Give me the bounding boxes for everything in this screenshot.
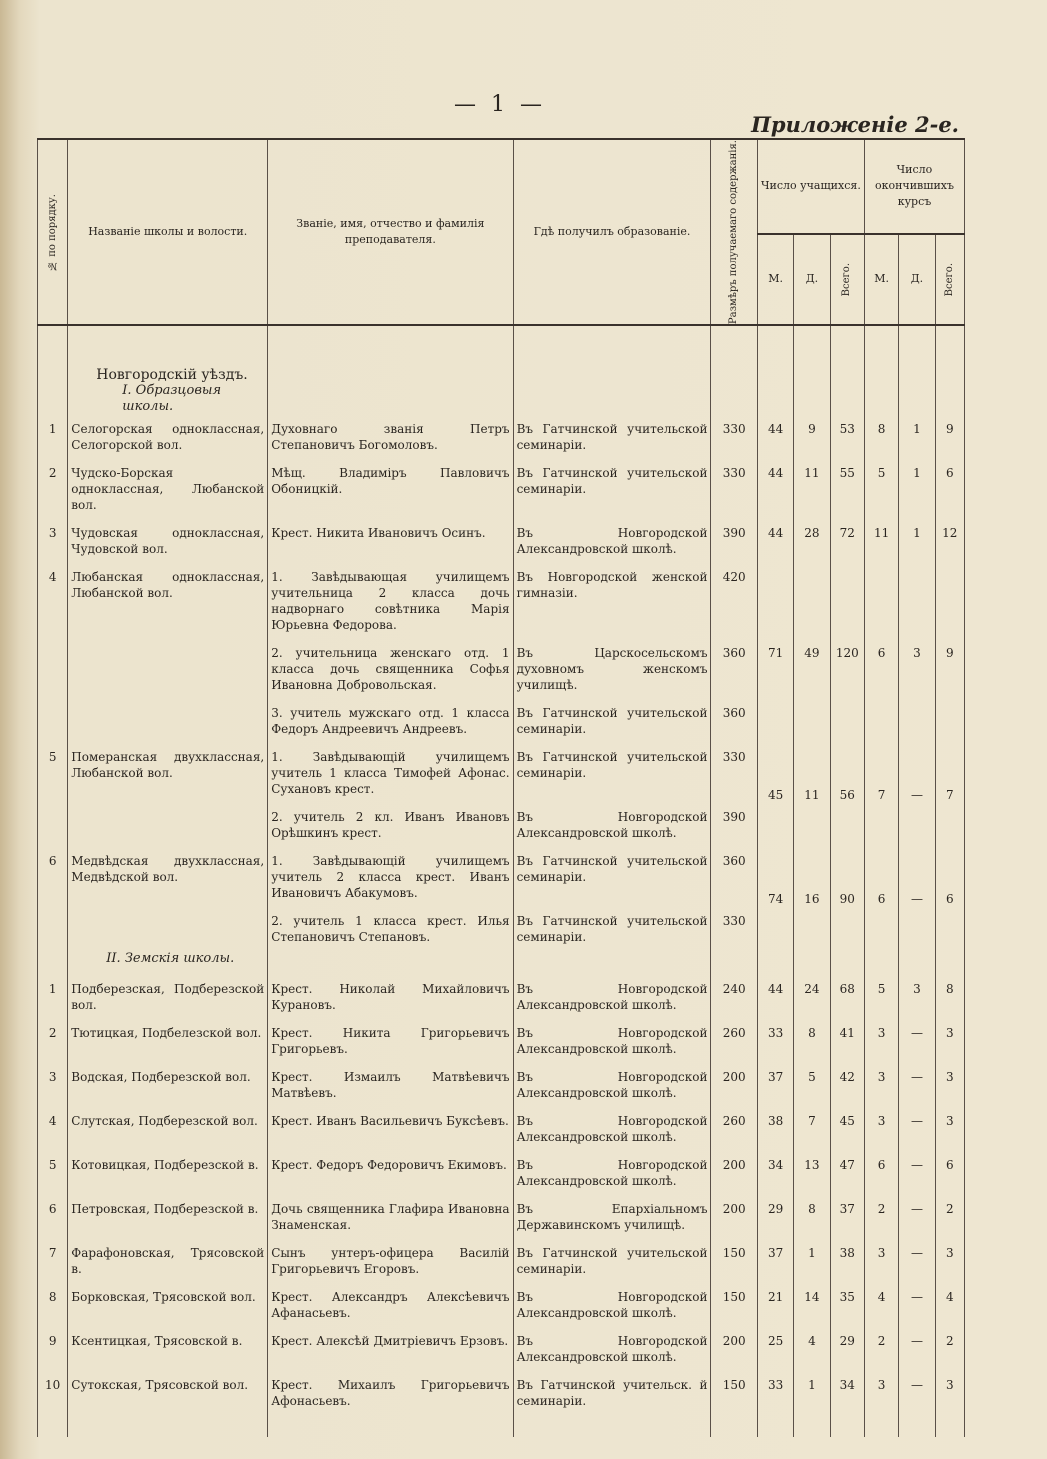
count-gm: 7 — [864, 743, 898, 847]
count-sd: 9 — [794, 415, 830, 459]
table-row — [38, 1151, 965, 1195]
school-name: Ксентицкая, Трясовской в. — [68, 1327, 268, 1371]
count-sd: 28 — [794, 519, 830, 563]
teacher-name: Сынъ унтеръ-офицера Василій Григорьевичъ Егоровъ. — [268, 1239, 513, 1283]
salary-value: 150 — [711, 1239, 757, 1283]
header-school: Названіе школы и волости. — [68, 139, 268, 325]
count-sd: 11 — [794, 459, 830, 519]
school-name: Померанская двухклассная, Любанской вол. — [68, 743, 268, 847]
education-place: Въ Новгородской Александровской школѣ. — [513, 1151, 711, 1195]
row-number: 6 — [38, 1195, 68, 1239]
count-st: 72 — [830, 519, 864, 563]
education-place: Въ Гатчинской учительской семинаріи. — [513, 415, 711, 459]
count-st: 53 — [830, 415, 864, 459]
table-row — [38, 563, 965, 639]
count-sm: 71 — [757, 563, 793, 743]
count-gt: 2 — [935, 1195, 964, 1239]
salary-value: 200 — [711, 1151, 757, 1195]
school-name: Борковская, Трясовской вол. — [68, 1283, 268, 1327]
teacher-name: Крест. Никита Ивановичъ Осинъ. — [268, 519, 513, 563]
school-name: Котовицкая, Подберезской в. — [68, 1151, 268, 1195]
salary-value: 150 — [711, 1283, 757, 1327]
count-gt: 6 — [935, 459, 964, 519]
school-name: Селогорская одноклассная, Селогорской вол. — [68, 415, 268, 459]
header-students-total: Всего. — [830, 234, 864, 325]
count-sm: 33 — [757, 1371, 793, 1415]
row-number: 7 — [38, 1239, 68, 1283]
header-graduates: Число окончившихъ курсъ — [864, 139, 964, 234]
teacher-name: Дочь священника Глафира Ивановна Знаменская. — [268, 1195, 513, 1239]
count-sm: 45 — [757, 743, 793, 847]
count-sd: 1 — [794, 1371, 830, 1415]
count-sd: 14 — [794, 1283, 830, 1327]
count-sm: 21 — [757, 1283, 793, 1327]
table-row — [38, 459, 965, 519]
count-gd: — — [899, 1063, 935, 1107]
school-name: Сутокская, Трясовской вол. — [68, 1371, 268, 1415]
row-number: 2 — [38, 459, 68, 519]
count-gm: 3 — [864, 1239, 898, 1283]
teacher-name: 2. учитель 1 класса крест. Илья Степановичъ Степановъ. — [268, 907, 513, 951]
count-gt: 3 — [935, 1019, 964, 1063]
count-sd: 24 — [794, 975, 830, 1019]
salary-value: 200 — [711, 1063, 757, 1107]
education-place: Въ Гатчинской учительской семинаріи. — [513, 743, 711, 803]
table-row — [38, 1327, 965, 1371]
teacher-name: 3. учитель мужскаго отд. 1 класса Федоръ Андреевичъ Андреевъ. — [268, 699, 513, 743]
header-graduates-total: Всего. — [935, 234, 964, 325]
education-place: Въ Новгородской Александровской школѣ. — [513, 1327, 711, 1371]
schools-table — [37, 138, 965, 1437]
count-gt: 7 — [935, 743, 964, 847]
education-place: Въ Гатчинской учительск. й семинаріи. — [513, 1371, 711, 1415]
education-place: Въ Новгородской Александровской школѣ. — [513, 803, 711, 847]
count-gd: — — [899, 1371, 935, 1415]
count-gt: 12 — [935, 519, 964, 563]
education-place: Въ Новгородской Александровской школѣ. — [513, 1283, 711, 1327]
header-students-m: М. — [757, 234, 793, 325]
school-name: Водская, Подберезской вол. — [68, 1063, 268, 1107]
count-gd: — — [899, 1239, 935, 1283]
count-gt: 2 — [935, 1327, 964, 1371]
salary-value: 390 — [711, 803, 757, 847]
row-number: 1 — [38, 415, 68, 459]
education-place: Въ Епархіальномъ Державинскомъ училищѣ. — [513, 1195, 711, 1239]
education-place: Въ Новгородской женской гимназіи. — [513, 563, 711, 639]
count-gd: — — [899, 847, 935, 951]
header-order: № по порядку. — [38, 139, 68, 325]
count-sd: 4 — [794, 1327, 830, 1371]
uezd-title: Новгородскій уѣздъ. — [68, 325, 268, 383]
count-sd: 49 — [794, 563, 830, 743]
count-sd: 1 — [794, 1239, 830, 1283]
teacher-name: Крест. Алексѣй Дмитріевичъ Ерзовъ. — [268, 1327, 513, 1371]
count-sm: 37 — [757, 1063, 793, 1107]
count-gm: 5 — [864, 459, 898, 519]
count-gm: 2 — [864, 1327, 898, 1371]
appendix-label: Приложеніе 2-е. — [751, 112, 959, 137]
count-gm: 6 — [864, 847, 898, 951]
count-st: 56 — [830, 743, 864, 847]
count-st: 47 — [830, 1151, 864, 1195]
count-gm: 11 — [864, 519, 898, 563]
salary-value: 360 — [711, 847, 757, 907]
count-st: 68 — [830, 975, 864, 1019]
count-gt: 9 — [935, 415, 964, 459]
count-gd: — — [899, 1107, 935, 1151]
teacher-name: Крест. Никита Григорьевичъ Григорьевъ. — [268, 1019, 513, 1063]
count-sm: 34 — [757, 1151, 793, 1195]
count-sd: 7 — [794, 1107, 830, 1151]
count-sm: 37 — [757, 1239, 793, 1283]
table-row — [38, 1019, 965, 1063]
salary-value: 260 — [711, 1107, 757, 1151]
row-number: 3 — [38, 519, 68, 563]
count-sm: 25 — [757, 1327, 793, 1371]
row-number: 9 — [38, 1327, 68, 1371]
education-place: Въ Гатчинской учительской семинаріи. — [513, 459, 711, 519]
teacher-name: Крест. Николай Михайловичъ Курановъ. — [268, 975, 513, 1019]
table-row — [38, 975, 965, 1019]
count-gd: — — [899, 1195, 935, 1239]
salary-value: 240 — [711, 975, 757, 1019]
teacher-name: 2. учительница женскаго отд. 1 класса дочь священника Софья Ивановна Добровольская. — [268, 639, 513, 699]
count-sm: 74 — [757, 847, 793, 951]
salary-value: 360 — [711, 699, 757, 743]
page-number: — 1 — — [454, 92, 546, 117]
count-st: 34 — [830, 1371, 864, 1415]
school-name: Медвѣдская двухклассная, Медвѣдской вол. — [68, 847, 268, 951]
header-students-d: Д. — [794, 234, 830, 325]
salary-value: 330 — [711, 415, 757, 459]
count-gm: 3 — [864, 1063, 898, 1107]
count-gm: 2 — [864, 1195, 898, 1239]
count-st: 42 — [830, 1063, 864, 1107]
teacher-name: Крест. Александръ Алексѣевичъ Афанасьевъ. — [268, 1283, 513, 1327]
count-gt: 3 — [935, 1239, 964, 1283]
count-gd: 1 — [899, 415, 935, 459]
teacher-name: 1. Завѣдывающій училищемъ учитель 2 класса крест. Иванъ Ивановичъ Абакумовъ. — [268, 847, 513, 907]
school-name: Фарафоновская, Трясовской в. — [68, 1239, 268, 1283]
count-gm: 5 — [864, 975, 898, 1019]
row-number: 5 — [38, 743, 68, 847]
count-gm: 8 — [864, 415, 898, 459]
table-row — [38, 519, 965, 563]
table-row — [38, 1063, 965, 1107]
row-number: 3 — [38, 1063, 68, 1107]
table-row — [38, 1371, 965, 1415]
row-number: 8 — [38, 1283, 68, 1327]
count-sd: 16 — [794, 847, 830, 951]
table-row — [38, 1195, 965, 1239]
education-place: Въ Гатчинской учительской семинаріи. — [513, 1239, 711, 1283]
row-number: 6 — [38, 847, 68, 951]
count-gt: 3 — [935, 1371, 964, 1415]
teacher-name: 1. Завѣдывающій училищемъ учитель 1 класса Тимофей Афонас. Сухановъ крест. — [268, 743, 513, 803]
section-title-zemstvo: II. Земскія школы. — [68, 951, 268, 975]
count-sm: 44 — [757, 459, 793, 519]
count-st: 38 — [830, 1239, 864, 1283]
teacher-name: Крест. Измаилъ Матвѣевичъ Матвѣевъ. — [268, 1063, 513, 1107]
count-gt: 3 — [935, 1107, 964, 1151]
education-place: Въ Царскосельскомъ духовномъ женскомъ училищѣ. — [513, 639, 711, 699]
teacher-name: Крест. Федоръ Федоровичъ Екимовъ. — [268, 1151, 513, 1195]
count-gm: 4 — [864, 1283, 898, 1327]
count-gd: — — [899, 1151, 935, 1195]
school-name: Чудско-Борская одноклассная, Любанской вол. — [68, 459, 268, 519]
count-st: 29 — [830, 1327, 864, 1371]
count-gt: 6 — [935, 1151, 964, 1195]
table-row — [38, 1239, 965, 1283]
header-education: Гдѣ получилъ образованіе. — [513, 139, 711, 325]
count-sd: 8 — [794, 1195, 830, 1239]
count-gd: — — [899, 743, 935, 847]
education-place: Въ Новгородской Александровской школѣ. — [513, 1063, 711, 1107]
header-graduates-d: Д. — [899, 234, 935, 325]
count-gd: 3 — [899, 975, 935, 1019]
education-place: Въ Новгородской Александровской школѣ. — [513, 1107, 711, 1151]
table-row — [38, 415, 965, 459]
count-st: 41 — [830, 1019, 864, 1063]
header-salary: Размѣръ получаемаго содержанія. — [711, 139, 757, 325]
count-gt: 9 — [935, 563, 964, 743]
count-sm: 38 — [757, 1107, 793, 1151]
count-gd: 1 — [899, 519, 935, 563]
count-gt: 4 — [935, 1283, 964, 1327]
header-graduates-m: М. — [864, 234, 898, 325]
salary-value: 390 — [711, 519, 757, 563]
count-sd: 11 — [794, 743, 830, 847]
header-students: Число учащихся. — [757, 139, 864, 234]
salary-value: 420 — [711, 563, 757, 639]
teacher-name: Крест. Иванъ Васильевичъ Буксѣевъ. — [268, 1107, 513, 1151]
salary-value: 330 — [711, 907, 757, 951]
education-place: Въ Гатчинской учительской семинаріи. — [513, 907, 711, 951]
salary-value: 150 — [711, 1371, 757, 1415]
count-sm: 33 — [757, 1019, 793, 1063]
count-gm: 6 — [864, 563, 898, 743]
row-number: 2 — [38, 1019, 68, 1063]
count-st: 45 — [830, 1107, 864, 1151]
education-place: Въ Новгородской Александровской школѣ. — [513, 1019, 711, 1063]
row-number: 10 — [38, 1371, 68, 1415]
table-row — [38, 1107, 965, 1151]
count-gd: — — [899, 1019, 935, 1063]
table-row — [38, 1283, 965, 1327]
count-gm: 3 — [864, 1019, 898, 1063]
count-gt: 3 — [935, 1063, 964, 1107]
header-teacher: Званіе, имя, отчество и фамилія преподавателя. — [268, 139, 513, 325]
count-sd: 8 — [794, 1019, 830, 1063]
count-gd: — — [899, 1283, 935, 1327]
table-row — [38, 847, 965, 907]
education-place: Въ Новгородской Александровской школѣ. — [513, 519, 711, 563]
count-st: 35 — [830, 1283, 864, 1327]
count-sm: 44 — [757, 519, 793, 563]
education-place: Въ Гатчинской учительской семинаріи. — [513, 699, 711, 743]
salary-value: 330 — [711, 743, 757, 803]
teacher-name: 2. учитель 2 кл. Иванъ Ивановъ Орѣшкинъ крест. — [268, 803, 513, 847]
salary-value: 200 — [711, 1327, 757, 1371]
row-number: 4 — [38, 563, 68, 743]
count-gd: — — [899, 1327, 935, 1371]
school-name: Любанская одноклассная, Любанской вол. — [68, 563, 268, 743]
row-number: 4 — [38, 1107, 68, 1151]
count-st: 37 — [830, 1195, 864, 1239]
count-gt: 8 — [935, 975, 964, 1019]
count-gt: 6 — [935, 847, 964, 951]
school-name: Чудовская одноклассная, Чудовской вол. — [68, 519, 268, 563]
count-sm: 44 — [757, 975, 793, 1019]
education-place: Въ Новгородской Александровской школѣ. — [513, 975, 711, 1019]
count-st: 90 — [830, 847, 864, 951]
salary-value: 260 — [711, 1019, 757, 1063]
teacher-name: Крест. Михаилъ Григорьевичъ Афонасьевъ. — [268, 1371, 513, 1415]
count-gd: 3 — [899, 563, 935, 743]
education-place: Въ Гатчинской учительской семинаріи. — [513, 847, 711, 907]
count-gm: 3 — [864, 1107, 898, 1151]
row-number: 5 — [38, 1151, 68, 1195]
count-sd: 5 — [794, 1063, 830, 1107]
count-st: 55 — [830, 459, 864, 519]
salary-value: 330 — [711, 459, 757, 519]
count-gm: 6 — [864, 1151, 898, 1195]
school-name: Слутская, Подберезской вол. — [68, 1107, 268, 1151]
section-title-exemplary: I. Образцовыя школы. — [68, 383, 268, 415]
teacher-name: 1. Завѣдывающая училищемъ учительница 2 класса дочь надворнаго совѣтника Марія Юрьевна Федорова. — [268, 563, 513, 639]
count-gd: 1 — [899, 459, 935, 519]
count-sd: 13 — [794, 1151, 830, 1195]
count-sm: 29 — [757, 1195, 793, 1239]
teacher-name: Мѣщ. Владиміръ Павловичъ Обоницкій. — [268, 459, 513, 519]
count-sm: 44 — [757, 415, 793, 459]
count-st: 120 — [830, 563, 864, 743]
school-name: Петровская, Подберезской в. — [68, 1195, 268, 1239]
salary-value: 360 — [711, 639, 757, 699]
salary-value: 200 — [711, 1195, 757, 1239]
school-name: Подберезская, Подберезской вол. — [68, 975, 268, 1019]
teacher-name: Духовнаго званія Петръ Степановичъ Богомоловъ. — [268, 415, 513, 459]
school-name: Тютицкая, Подбелезской вол. — [68, 1019, 268, 1063]
table-row — [38, 743, 965, 803]
count-gm: 3 — [864, 1371, 898, 1415]
row-number: 1 — [38, 975, 68, 1019]
